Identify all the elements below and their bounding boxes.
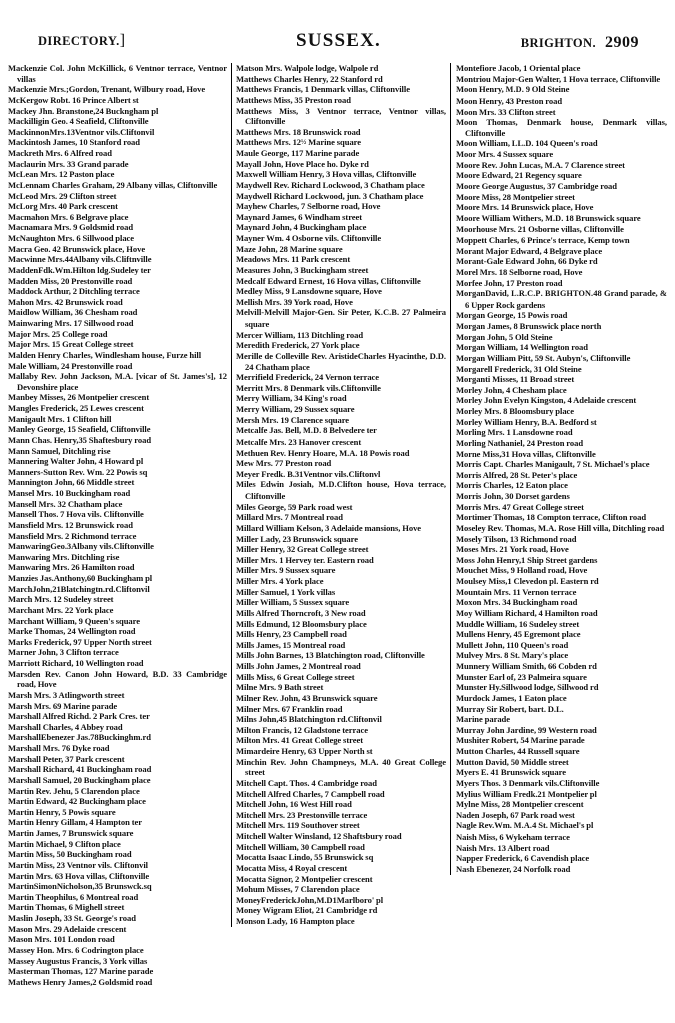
directory-entry: Mangles Frederick, 25 Lewes crescent bbox=[8, 403, 144, 413]
directory-entry: Martin Thomas, 6 Mighell street bbox=[8, 902, 125, 913]
directory-entry: Morgan George, 15 Powis road bbox=[456, 310, 568, 321]
directory-entry: Mersh Mrs. 19 Clarence square bbox=[236, 414, 350, 425]
directory-entry: Manners-Sutton Rev. Wm. 22 Powis sq bbox=[8, 466, 148, 477]
directory-entry: Masterman Thomas, 127 Marine parade bbox=[8, 966, 154, 977]
directory-entry: Munnery William Smith, 66 Cobden rd bbox=[456, 661, 597, 671]
directory-entry: McLean Mrs. 12 Paston place bbox=[8, 169, 115, 180]
directory-entry: Nagle Rev.Wm. M.A.4 St. Michael's pl bbox=[456, 820, 594, 831]
directory-entry: Morgan William Pitt, 59 St. Aubyn's, Cliftonville bbox=[456, 352, 631, 363]
running-head-right bbox=[521, 34, 639, 52]
directory-entry: Moon Henry, M.D. 9 Old Steine bbox=[456, 84, 570, 95]
directory-entry: Medley Miss, 9 Lansdowne square, Hove bbox=[236, 286, 382, 297]
directory-entry: Martin James, 7 Brunswick square bbox=[8, 828, 134, 838]
directory-entry: Mellish Mrs. 39 York road, Hove bbox=[236, 296, 353, 307]
directory-entry: Mackey Jhn. Branstone,24 Buckngham pl bbox=[8, 105, 159, 116]
directory-entry: Martin Rev. Jehu, 5 Clarendon place bbox=[8, 785, 140, 796]
directory-entry: Morris Charles, 12 Eaton place bbox=[456, 480, 568, 491]
directory-column-2 bbox=[231, 63, 450, 927]
directory-entry: Mutton Charles, 44 Russell square bbox=[456, 746, 580, 756]
directory-entry: Munster Hy.Sillwood lodge, Sillwood rd bbox=[456, 682, 599, 693]
directory-entry: Massey Hon. Mrs. 6 Codrington place bbox=[8, 944, 144, 955]
running-head bbox=[38, 30, 639, 60]
directory-entry: Mannering Walter John, 4 Howard pl bbox=[8, 456, 144, 467]
directory-entry: Morganti Misses, 11 Broad street bbox=[456, 374, 575, 385]
directory-entry: Nash Ebenezer, 24 Norfolk road bbox=[456, 863, 571, 874]
directory-entry: Moore William Withers, M.D. 18 Brunswick square bbox=[456, 212, 641, 223]
directory-entry: Mosely Tilson, 13 Richmond road bbox=[456, 533, 577, 544]
directory-entry: Morley John, 4 Chesham place bbox=[456, 384, 567, 395]
directory-entry: Maydwell Richard Lockwood, jun. 3 Chatham place bbox=[236, 190, 424, 201]
directory-entry: Macmahon Mrs. 6 Belgrave place bbox=[8, 211, 129, 222]
directory-entry: Malden Henry Charles, Windlesham house, Furze hill bbox=[8, 349, 202, 360]
directory-entry: Minchin Rev. John Champneys, M.A. 40 Great College street bbox=[236, 756, 446, 778]
directory-entry: Mulvey Mrs. 8 St. Mary's place bbox=[456, 650, 569, 661]
directory-entry: Mansell Mrs. 32 Chatham place bbox=[8, 498, 123, 509]
directory-entry: Murray John Jardine, 99 Western road bbox=[456, 724, 597, 735]
directory-entry: Merrifield Frederick, 24 Vernon terrace bbox=[236, 372, 380, 383]
directory-entry: Manwaring Mrs. 26 Hamilton road bbox=[8, 562, 135, 573]
directory-entry: Miller Mrs. 1 Hervey ter. Eastern road bbox=[236, 554, 374, 565]
directory-entry: Marshall Richard, 41 Buckingham road bbox=[8, 764, 152, 775]
directory-entry: Marner John, 3 Clifton terrace bbox=[8, 647, 119, 658]
directory-entry: Mannington John, 66 Middle street bbox=[8, 477, 135, 488]
directory-entry: MarchJohn,21Blatchingtn.rd.Cliftonvil bbox=[8, 583, 150, 594]
directory-entry: Marshall Peter, 37 Park crescent bbox=[8, 753, 125, 764]
directory-entry: Mitchell Walter Winsland, 12 Shaftsbury road bbox=[236, 831, 402, 842]
directory-entry: Mushiter Robert, 54 Marine parade bbox=[456, 735, 585, 746]
directory-entry: MorganDavid, L.R.C.P. BRIGHTON.48 Grand parade, & 6 Upper Rock gardens bbox=[456, 288, 667, 310]
directory-entry: Mutton David, 50 Middle street bbox=[456, 756, 569, 767]
directory-entry: Maule George, 117 Marine parade bbox=[236, 148, 360, 159]
directory-entry: Martin Miss, 23 Ventnor vils. Cliftonvil bbox=[8, 859, 149, 870]
directory-entry: Male William, 24 Prestonville road bbox=[8, 360, 133, 371]
directory-entry: Miller Mrs. 9 Sussex square bbox=[236, 565, 336, 576]
directory-entry: Manley George, 15 Seafield, Cliftonville bbox=[8, 424, 151, 435]
directory-entry: Marshall Charles, 4 Abbey road bbox=[8, 721, 123, 732]
directory-entry: Meredith Frederick, 27 York place bbox=[236, 340, 360, 351]
directory-entry: Marks Frederick, 97 Upper North street bbox=[8, 636, 152, 647]
directory-entry: Naish Mrs. 13 Albert road bbox=[456, 842, 550, 853]
directory-entry: Miller William, 5 Sussex square bbox=[236, 597, 350, 608]
directory-entry: Marchant Mrs. 22 York place bbox=[8, 604, 114, 615]
directory-entry: Morris Capt. Charles Manigault, 7 St. Michael's place bbox=[456, 459, 650, 470]
directory-entry: Miller Mrs. 4 York place bbox=[236, 576, 324, 587]
bracket-glyph: ] bbox=[119, 32, 126, 49]
directory-entry: Moxon Mrs. 34 Buckingham road bbox=[456, 597, 578, 608]
directory-entry: Marine parade bbox=[456, 714, 510, 725]
directory-column-1 bbox=[8, 63, 231, 987]
directory-entry: Murray Sir Robert, bart. D.L. bbox=[456, 703, 564, 714]
directory-entry: Mocatta Signor, 2 Montpelier crescent bbox=[236, 873, 373, 884]
directory-entry: Meyer Fredk. B.31Ventnor vils.Cliftonvl bbox=[236, 468, 381, 479]
directory-entry: Maydwell Rev. Richard Lockwood, 3 Chatham place bbox=[236, 179, 425, 190]
directory-entry: Martin Mrs. 63 Hova villas, Cliftonville bbox=[8, 870, 150, 881]
directory-entry: Mitchell Mrs. 119 Southover street bbox=[236, 820, 360, 831]
directory-entry: Morley Mrs. 8 Bloomsbury place bbox=[456, 406, 575, 416]
directory-entry: Maxwell William Henry, 3 Hova villas, Cliftonville bbox=[236, 169, 417, 180]
directory-entry: Morgarell Frederick, 31 Old Steine bbox=[456, 363, 582, 374]
place-label: BRIGHTON. bbox=[520, 36, 596, 50]
directory-entry: MoneyFrederickJohn,M.D1Marlboro' pl bbox=[236, 894, 384, 905]
directory-entry: Meadows Mrs. 11 Park crescent bbox=[236, 254, 351, 265]
directory-entry: Morgan John, 5 Old Steine bbox=[456, 331, 553, 342]
directory-entry: Marriott Richard, 10 Wellington road bbox=[8, 658, 144, 668]
directory-entry: Mitchell John, 16 West Hill road bbox=[236, 799, 352, 810]
directory-entry: Miles George, 59 Park road west bbox=[236, 501, 353, 512]
directory-entry: Morant Major Edward, 4 Belgrave place bbox=[456, 245, 603, 256]
directory-entry: Mylius William Fredk.21 Montpelier pl bbox=[456, 788, 597, 799]
directory-entry: Mills James, 15 Montreal road bbox=[236, 639, 346, 650]
directory-entry: Mohum Misses, 7 Clarendon place bbox=[236, 884, 360, 895]
directory-entry: Moon Mrs. 33 Clifton street bbox=[456, 106, 556, 117]
directory-entry: Mason Mrs. 29 Adelaide crescent bbox=[8, 923, 127, 934]
directory-entry: March Mrs. 12 Sudeley street bbox=[8, 594, 114, 605]
directory-entry: Mew Mrs. 77 Preston road bbox=[236, 458, 332, 469]
directory-entry: Myers E. 41 Brunswick square bbox=[456, 767, 566, 778]
directory-entry: Madden Miss, 20 Prestonville road bbox=[8, 275, 133, 286]
directory-entry: Mitchell Alfred Charles, 7 Campbell road bbox=[236, 788, 385, 799]
directory-entry: Mason Mrs. 101 London road bbox=[8, 934, 115, 945]
directory-entry: Martin Henry, 5 Powis square bbox=[8, 806, 116, 817]
directory-entry: Morley William Henry, B.A. Bedford st bbox=[456, 416, 597, 427]
directory-entry: Marshall Mrs. 76 Dyke road bbox=[8, 743, 110, 753]
directory-entry: Metcalfe Mrs. 23 Hanover crescent bbox=[236, 436, 362, 447]
directory-entry: Moore Miss, 28 Montpelier street bbox=[456, 191, 575, 202]
directory-entry: Morgan James, 8 Brunswick place north bbox=[456, 321, 602, 331]
directory-entry: Mimardeire Henry, 63 Upper North st bbox=[236, 746, 373, 757]
directory-entry: Miles Edwin Josiah, M.D.Clifton house, Hova terrace, Cliftonville bbox=[236, 479, 446, 502]
directory-entry: Maddock Arthur, 2 Ditchling terrace bbox=[8, 286, 140, 297]
directory-entry: Macnamara Mrs. 9 Goldsmid road bbox=[8, 222, 134, 233]
directory-entry: Morant-Gale Edward John, 66 Dyke rd bbox=[456, 256, 598, 267]
directory-entry: MartinSimonNicholson,35 Brunswck.sq bbox=[8, 881, 152, 892]
directory-entry: Moy William Richard, 4 Hamilton road bbox=[456, 607, 598, 618]
directory-entry: Mayhew Charles, 7 Selborne road, Hove bbox=[236, 201, 381, 212]
directory-entry: Naish Miss, 6 Wykeham terrace bbox=[456, 832, 570, 842]
directory-entry: Maclaurin Mrs. 33 Grand parade bbox=[8, 158, 129, 169]
directory-entry: Matthews Charles Henry, 22 Stanford rd bbox=[236, 73, 383, 84]
directory-entry: Maynard John, 4 Buckingham place bbox=[236, 222, 367, 233]
directory-entry: Morris Alfred, 28 St. Peter's place bbox=[456, 469, 578, 480]
directory-entry: Monson Lady, 16 Hampton place bbox=[236, 916, 355, 927]
directory-entry: Mills John Barnes, 13 Blatchington road, Cliftonville bbox=[236, 650, 425, 661]
directory-entry: Maidlow William, 36 Chesham road bbox=[8, 307, 138, 318]
directory-entry: Martin Henry Gillam, 4 Hampton ter bbox=[8, 817, 143, 828]
directory-entry: Milton Mrs. 41 Great College street bbox=[236, 735, 363, 746]
directory-entry: Manbey Misses, 26 Montpelier crescent bbox=[8, 392, 150, 403]
directory-entry: Mills Henry, 23 Campbell road bbox=[236, 629, 347, 640]
directory-entry: Moon Henry, 43 Preston road bbox=[456, 95, 563, 106]
directory-entry: Moorhouse Mrs. 21 Osborne villas, Cliftonville bbox=[456, 224, 624, 235]
directory-entry: Manwaring Mrs. Ditchling rise bbox=[8, 551, 120, 562]
directory-label: DIRECTORY. bbox=[38, 34, 120, 48]
directory-entry: Milner Mrs. 67 Franklin road bbox=[236, 703, 343, 714]
directory-entry: Mann Samuel, Ditchling rise bbox=[8, 445, 111, 456]
directory-entry: Martin Miss, 50 Buckingham road bbox=[8, 849, 132, 860]
directory-entry: Measures John, 3 Buckingham street bbox=[236, 264, 369, 275]
directory-entry: Morgan William, 14 Wellington road bbox=[456, 342, 588, 353]
directory-entry: Mahon Mrs. 42 Brunswick road bbox=[8, 296, 123, 307]
directory-entry: Mayner Wm. 4 Osborne vils. Cliftonville bbox=[236, 233, 382, 244]
directory-entry: Morley John Evelyn Kingston, 4 Adelaide crescent bbox=[456, 395, 637, 406]
directory-entry: Matthews Mrs. 12½ Marine square bbox=[236, 137, 362, 148]
directory-entry: Milner Rev. John, 43 Brunswick square bbox=[236, 692, 378, 703]
directory-entry: Moor Mrs. 4 Sussex square bbox=[456, 149, 554, 159]
directory-entry: Mitchell Mrs. 23 Prestonville terrace bbox=[236, 809, 368, 820]
directory-entry: Morling Nathaniel, 24 Preston road bbox=[456, 437, 584, 448]
directory-entry: Morfee John, 17 Preston road bbox=[456, 277, 563, 288]
page-number: 2909 bbox=[605, 34, 639, 51]
directory-entry: Maze John, 28 Marine square bbox=[236, 243, 343, 254]
directory-entry: McLorg Mrs. 40 Park crescent bbox=[8, 201, 118, 212]
directory-entry: Milne Mrs. 9 Bath street bbox=[236, 682, 324, 693]
directory-entry: MackinnonMrs.13Ventnor vils.Cliftonvil bbox=[8, 126, 155, 137]
directory-entry: Moss John Henry,1 Ship Street gardens bbox=[456, 554, 598, 565]
directory-columns bbox=[8, 63, 667, 987]
directory-entry: ManwaringGeo.3Albany vils.Cliftonville bbox=[8, 541, 154, 552]
directory-entry: MaddenFdk.Wm.Hilton ldg.Sudeley ter bbox=[8, 264, 151, 275]
directory-entry: Napper Frederick, 6 Cavendish place bbox=[456, 853, 590, 864]
directory-entry: Mann Chas. Henry,35 Shaftesbury road bbox=[8, 434, 152, 445]
directory-entry: Moore Rev. John Lucas, M.A. 7 Clarence street bbox=[456, 159, 625, 170]
directory-entry: Marsh Mrs. 69 Marine parade bbox=[8, 700, 118, 711]
directory-entry: Moore Mrs. 14 Brunswick place, Hove bbox=[456, 202, 594, 213]
directory-entry: Munster Earl of, 23 Palmeira square bbox=[456, 671, 587, 682]
directory-entry: Miller Lady, 23 Brunswick square bbox=[236, 533, 358, 544]
directory-entry: Matthews Francis, 1 Denmark villas, Cliftonville bbox=[236, 84, 410, 95]
directory-entry: Martin Michael, 9 Clifton place bbox=[8, 838, 121, 849]
directory-entry: Miller Samuel, 1 York villas bbox=[236, 586, 336, 597]
directory-entry: Manzies Jas.Anthony,60 Buckingham pl bbox=[8, 573, 153, 583]
directory-entry: Mansfield Mrs. 2 Richmond terrace bbox=[8, 530, 137, 541]
directory-entry: Moses Mrs. 21 York road, Hove bbox=[456, 544, 569, 555]
directory-entry: Myers Thos. 3 Denmark vils.Cliftonville bbox=[456, 777, 600, 788]
directory-entry: Moon Thomas, Denmark house, Denmark villas, Cliftonville bbox=[456, 117, 667, 138]
directory-entry: Massey Augustus Francis, 3 York villas bbox=[8, 955, 148, 966]
directory-entry: Major Mrs. 15 Great College street bbox=[8, 339, 134, 350]
directory-entry: Martin Theophilus, 6 Montreal road bbox=[8, 891, 139, 902]
directory-entry: Manigault Mrs. 1 Clifton hill bbox=[8, 413, 112, 424]
directory-entry: Morris John, 30 Dorset gardens bbox=[456, 491, 570, 501]
directory-entry: Mallaby Rev. John Jackson, M.A. [vicar of St. James's], 12 Devonshire place bbox=[8, 371, 227, 392]
directory-entry: Mackenzie Mrs.;Gordon, Trenant, Wilbury road, Hove bbox=[8, 84, 206, 95]
directory-entry: Murdock James, 1 Eaton place bbox=[456, 692, 567, 703]
directory-entry: Morne Miss,31 Hova villas, Cliftonville bbox=[456, 448, 596, 459]
directory-entry: Medcalf Edward Ernest, 16 Hova villas, Cliftonville bbox=[236, 275, 421, 286]
directory-entry: Maynard James, 6 Windham street bbox=[236, 211, 363, 222]
directory-entry: Mitchell William, 30 Campbell road bbox=[236, 841, 365, 852]
directory-entry: Miller Henry, 32 Great College street bbox=[236, 544, 369, 555]
directory-entry: Mills Edmund, 12 Bloomsbury place bbox=[236, 618, 367, 629]
directory-entry: Merry William, 34 King's road bbox=[236, 393, 347, 404]
directory-entry: Mackilligin Geo. 4 Seafield, Cliftonville bbox=[8, 116, 149, 127]
page-title: SUSSEX. bbox=[296, 30, 381, 51]
directory-entry: Mocatta Miss, 4 Royal crescent bbox=[236, 862, 348, 873]
directory-entry: Moseley Rev. Thomas, M.A. Rose Hill villa, Ditchling road bbox=[456, 522, 665, 533]
directory-entry: Mills John James, 2 Montreal road bbox=[236, 661, 361, 672]
directory-entry: Mansell Thos. 7 Hova vils. Cliftonville bbox=[8, 509, 144, 520]
directory-entry: Mills Miss, 6 Great College street bbox=[236, 671, 355, 682]
directory-entry: Mainwaring Mrs. 17 Sillwood road bbox=[8, 318, 134, 328]
directory-entry: Mackenzie Col. John McKillick, 6 Ventnor terrace, Ventnor villas bbox=[8, 63, 227, 84]
directory-entry: Merille de Colleville Rev. AristideCharles Hyacinthe, D.D. 24 Chatham place bbox=[236, 350, 446, 372]
directory-entry: Martin Edward, 42 Buckingham place bbox=[8, 796, 146, 807]
directory-entry: McLeod Mrs. 29 Clifton street bbox=[8, 190, 117, 201]
directory-entry: Mouchet Miss, 9 Holland road, Hove bbox=[456, 565, 588, 576]
directory-entry: Mullens Henry, 45 Egremont place bbox=[456, 629, 581, 640]
directory-entry: Morling Mrs. 1 Lansdowne road bbox=[456, 427, 573, 438]
directory-entry: Maslin Joseph, 33 St. George's road bbox=[8, 913, 136, 923]
directory-entry: Matthews Miss, 3 Ventnor terrace, Ventnor villas, Cliftonville bbox=[236, 105, 446, 127]
directory-entry: McNaughton Mrs. 6 Sillwood place bbox=[8, 233, 135, 243]
directory-entry: Mackreth Mrs. 6 Alfred road bbox=[8, 148, 112, 158]
directory-entry: Mercer William, 113 Ditchling road bbox=[236, 329, 364, 340]
directory-entry: Mullett John, 110 Queen's road bbox=[456, 639, 569, 650]
directory-entry: Marke Thomas, 24 Wellington road bbox=[8, 626, 136, 637]
directory-entry: Mayall John, Hove Place ho. Dyke rd bbox=[236, 158, 369, 169]
directory-entry: Morris Mrs. 47 Great College street bbox=[456, 501, 584, 512]
directory-entry: Macwinne Mrs.44Albany vils.Cliftnville bbox=[8, 254, 152, 265]
directory-entry: Metcalfe Jas. Bell, M.D. 8 Belvedere ter bbox=[236, 425, 377, 436]
directory-entry: Millard William Kelson, 3 Adelaide mansions, Hove bbox=[236, 522, 422, 533]
directory-entry: Mansel Mrs. 10 Buckingham road bbox=[8, 488, 131, 498]
directory-entry: Naden Joseph, 67 Park road west bbox=[456, 809, 575, 820]
directory-entry: Mansfield Mrs. 12 Brunswick road bbox=[8, 519, 133, 530]
directory-entry: Money Wigram Eliot, 21 Cambridge rd bbox=[236, 905, 378, 916]
directory-entry: Mackintosh James, 10 Stanford road bbox=[8, 137, 140, 148]
directory-entry: Moore Edward, 21 Regency square bbox=[456, 170, 582, 181]
directory-entry: Major Mrs. 25 College road bbox=[8, 328, 108, 339]
directory-entry: Mathews Henry James,2 Goldsmid road bbox=[8, 976, 153, 987]
directory-entry: Milton Francis, 12 Gladstone terrace bbox=[236, 724, 368, 735]
directory-entry: Macra Geo. 42 Brunswick place, Hove bbox=[8, 243, 146, 254]
directory-entry: Milns John,45 Blatchington rd.Cliftonvil bbox=[236, 714, 382, 725]
directory-entry: Moppett Charles, 6 Prince's terrace, Kemp town bbox=[456, 235, 630, 245]
directory-entry: Merry William, 29 Sussex square bbox=[236, 404, 355, 415]
directory-entry: Melvill-Melvill Major-Gen. Sir Peter, K.C.B. 27 Palmeira square bbox=[236, 307, 446, 330]
directory-entry: Moulsey Miss,1 Clevedon pl. Eastern rd bbox=[456, 576, 599, 586]
directory-entry: Moore George Augustus, 37 Cambridge road bbox=[456, 180, 617, 191]
directory-entry: Millard Mrs. 7 Montreal road bbox=[236, 512, 343, 523]
directory-entry: Mylne Miss, 28 Montpelier crescent bbox=[456, 799, 584, 810]
directory-column-3 bbox=[450, 63, 667, 875]
directory-entry: MarshallEbenezer Jas.78Buckinghm.rd bbox=[8, 732, 151, 743]
directory-entry: Mitchell Capt. Thos. 4 Cambridge road bbox=[236, 777, 377, 788]
directory-entry: Montriou Major-Gen Walter, 1 Hova terrace, Cliftonville bbox=[456, 73, 661, 84]
directory-entry: Marsh Mrs. 3 Atlingworth street bbox=[8, 689, 125, 700]
directory-entry: Matthews Miss, 35 Preston road bbox=[236, 94, 351, 105]
directory-entry: Mountain Mrs. 11 Vernon terrace bbox=[456, 586, 577, 597]
directory-entry: Mortimer Thomas, 18 Compton terrace, Clifton road bbox=[456, 512, 647, 523]
directory-entry: Mills Alfred Thorncroft, 3 New road bbox=[236, 607, 366, 618]
directory-entry: McLennam Charles Graham, 29 Albany villas, Cliftonville bbox=[8, 179, 218, 190]
directory-entry: Marsden Rev. Canon John Howard, B.D. 33 Cambridge road, Hove bbox=[8, 668, 227, 690]
directory-entry: Marshall Samuel, 20 Buckingham place bbox=[8, 774, 151, 785]
directory-entry: Methuen Rev. Henry Hoare, M.A. 18 Powis road bbox=[236, 447, 410, 458]
directory-entry: Mocatta Isaac Lindo, 55 Brunswick sq bbox=[236, 852, 374, 863]
directory-entry: Morel Mrs. 18 Selborne road, Hove bbox=[456, 266, 583, 277]
directory-entry: Matson Mrs. Walpole lodge, Walpole rd bbox=[236, 63, 379, 73]
directory-entry: Matthews Mrs. 18 Brunswick road bbox=[236, 126, 361, 137]
directory-entry: Marshall Alfred Richd. 2 Park Cres. ter bbox=[8, 711, 150, 722]
directory-entry: Marchant William, 9 Queen's square bbox=[8, 615, 140, 626]
directory-entry: Muddle William, 16 Sudeley street bbox=[456, 618, 580, 629]
directory-entry: Moon William, LL.D. 104 Queen's road bbox=[456, 138, 598, 149]
directory-entry: Montefiore Jacob, 1 Oriental place bbox=[456, 63, 581, 73]
directory-entry: McKergow Robt. 16 Prince Albert st bbox=[8, 94, 139, 105]
directory-entry: Merritt Mrs. 8 Denmark vils.Cliftonville bbox=[236, 382, 381, 393]
